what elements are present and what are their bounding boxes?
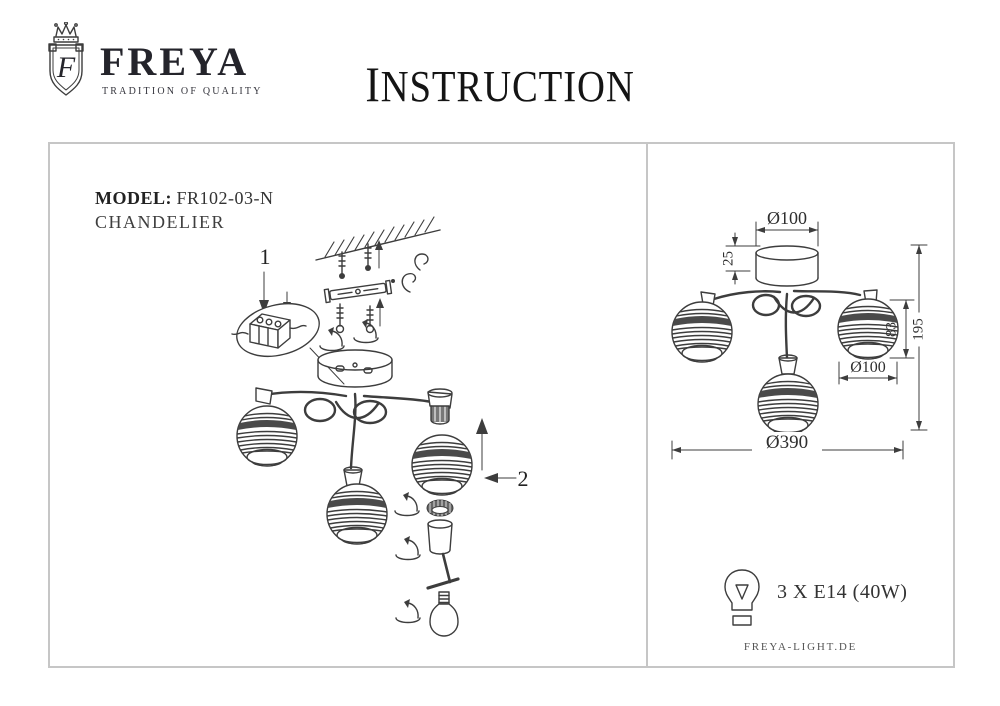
- model-value: FR102-03-N: [176, 188, 274, 208]
- dim-total-diameter: Ø390: [752, 432, 822, 454]
- dimensions-panel: [648, 144, 953, 666]
- retainer-ring: [427, 500, 453, 516]
- content-frame: [48, 142, 955, 668]
- dim-shade-diameter: Ø100: [850, 359, 886, 376]
- lamp-spec-text: 3 X E14 (40W): [777, 581, 908, 603]
- assembly-diagram: [50, 144, 646, 666]
- dim-canopy-height: 25: [720, 251, 737, 266]
- lamp-spec: [648, 564, 953, 636]
- ceiling-hooks: [391, 254, 428, 292]
- dim-canopy-diameter: Ø100: [767, 208, 807, 228]
- website-text: FREYA-LIGHT.DE: [743, 641, 858, 653]
- brand-tagline: TRADITION OF QUALITY: [102, 86, 263, 97]
- dim-total-height: 195: [911, 313, 928, 347]
- page-title: INSTRUCTION: [365, 57, 635, 112]
- step-2-label: 2: [517, 466, 529, 491]
- product-type: CHANDELIER: [95, 212, 225, 232]
- bulb: [430, 592, 458, 636]
- assembly-panel: [50, 144, 648, 666]
- canopy-front: [756, 246, 818, 286]
- socket-sleeve: [428, 520, 458, 588]
- bulb-icon: [720, 568, 764, 632]
- brand-monogram: F: [56, 51, 76, 84]
- step-2-arrow: [476, 418, 516, 483]
- step-1-label: 1: [259, 244, 271, 269]
- brand-name: FREYA: [100, 39, 250, 84]
- mounting-bracket: [324, 280, 391, 302]
- dim-shade-height: 83: [883, 322, 900, 337]
- model-label: MODEL:: [95, 188, 172, 208]
- terminal-block-callout: [231, 292, 344, 384]
